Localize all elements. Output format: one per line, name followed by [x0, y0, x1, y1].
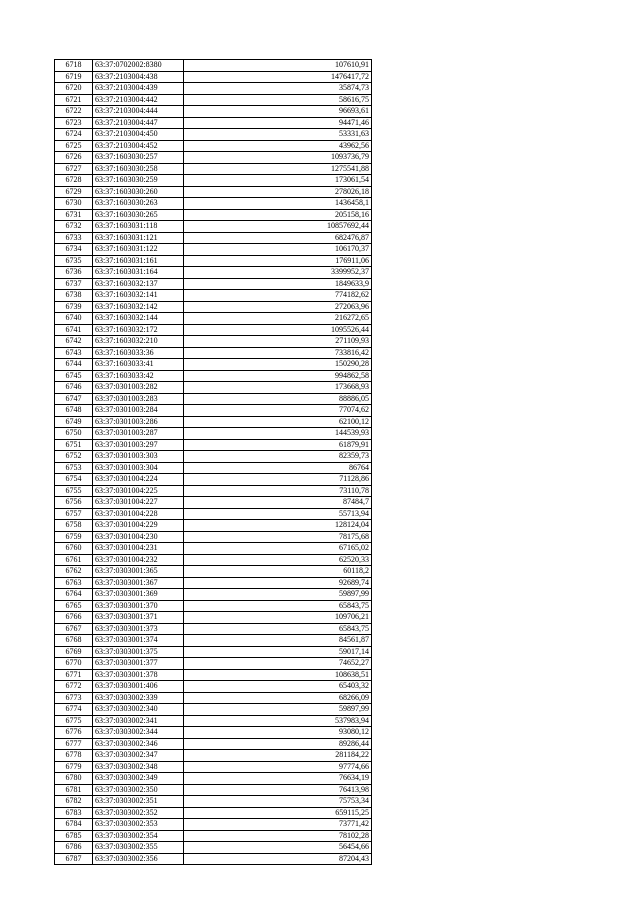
value-cell: 106170,37 — [184, 244, 372, 256]
table-row — [55, 209, 372, 221]
table-row — [55, 784, 372, 796]
row-number-cell: 6729 — [55, 186, 93, 198]
row-number-cell: 6760 — [55, 543, 93, 555]
row-number-cell: 6787 — [55, 853, 93, 865]
cadastral-number-cell: 63:37:1603031:122 — [93, 244, 184, 256]
value-cell: 216272,65 — [184, 313, 372, 325]
cadastral-number-cell: 63:37:1603032:142 — [93, 301, 184, 313]
row-number-cell: 6721 — [55, 94, 93, 106]
row-number-cell: 6741 — [55, 324, 93, 336]
table-row — [55, 117, 372, 129]
table-row — [55, 474, 372, 486]
row-number-cell: 6776 — [55, 727, 93, 739]
row-number-cell: 6738 — [55, 290, 93, 302]
cadastral-number-cell: 63:37:0303002:352 — [93, 807, 184, 819]
row-number-cell: 6744 — [55, 359, 93, 371]
cadastral-number-cell: 63:37:0303002:346 — [93, 738, 184, 750]
value-cell: 86764 — [184, 462, 372, 474]
value-cell: 278026,18 — [184, 186, 372, 198]
cadastral-number-cell: 63:37:0301003:297 — [93, 439, 184, 451]
table-row — [55, 94, 372, 106]
value-cell: 96693,61 — [184, 106, 372, 118]
row-number-cell: 6784 — [55, 819, 93, 831]
value-cell: 97774,66 — [184, 761, 372, 773]
table-row — [55, 612, 372, 624]
row-number-cell: 6778 — [55, 750, 93, 762]
value-cell: 84561,87 — [184, 635, 372, 647]
row-number-cell: 6752 — [55, 451, 93, 463]
cadastral-number-cell: 63:37:1603031:121 — [93, 232, 184, 244]
cadastral-number-cell: 63:37:0301003:287 — [93, 428, 184, 440]
row-number-cell: 6770 — [55, 658, 93, 670]
row-number-cell: 6771 — [55, 669, 93, 681]
cadastral-number-cell: 63:37:0303002:340 — [93, 704, 184, 716]
cadastral-number-cell: 63:37:1603032:172 — [93, 324, 184, 336]
value-cell: 682476,87 — [184, 232, 372, 244]
table-row — [55, 497, 372, 509]
table-row — [55, 382, 372, 394]
table-row — [55, 531, 372, 543]
value-cell: 75753,34 — [184, 796, 372, 808]
row-number-cell: 6775 — [55, 715, 93, 727]
value-cell: 107610,91 — [184, 60, 372, 72]
table-row — [55, 520, 372, 532]
table-row — [55, 715, 372, 727]
row-number-cell: 6726 — [55, 152, 93, 164]
row-number-cell: 6724 — [55, 129, 93, 141]
cadastral-number-cell: 63:37:1603032:141 — [93, 290, 184, 302]
value-cell: 62520,33 — [184, 554, 372, 566]
table-row — [55, 71, 372, 83]
cadastral-number-cell: 63:37:0303001:373 — [93, 623, 184, 635]
row-number-cell: 6774 — [55, 704, 93, 716]
cadastral-number-cell: 63:37:0301004:229 — [93, 520, 184, 532]
row-number-cell: 6772 — [55, 681, 93, 693]
table-row — [55, 727, 372, 739]
row-number-cell: 6735 — [55, 255, 93, 267]
cadastral-number-cell: 63:37:1603033:36 — [93, 347, 184, 359]
table-row — [55, 600, 372, 612]
value-cell: 774182,62 — [184, 290, 372, 302]
cadastral-number-cell: 63:37:0303001:377 — [93, 658, 184, 670]
cadastral-number-cell: 63:37:1603033:41 — [93, 359, 184, 371]
row-number-cell: 6748 — [55, 405, 93, 417]
value-cell: 73771,42 — [184, 819, 372, 831]
value-cell: 65403,32 — [184, 681, 372, 693]
value-cell: 56454,66 — [184, 842, 372, 854]
cadastral-number-cell: 63:37:0303001:374 — [93, 635, 184, 647]
table-row — [55, 577, 372, 589]
cadastral-number-cell: 63:37:1603032:137 — [93, 278, 184, 290]
cadastral-number-cell: 63:37:2103004:439 — [93, 83, 184, 95]
table-row — [55, 623, 372, 635]
cadastral-number-cell: 63:37:0303001:370 — [93, 600, 184, 612]
row-number-cell: 6732 — [55, 221, 93, 233]
cadastral-number-cell: 63:37:2103004:447 — [93, 117, 184, 129]
cadastral-number-cell: 63:37:0301003:283 — [93, 393, 184, 405]
table-row — [55, 830, 372, 842]
row-number-cell: 6757 — [55, 508, 93, 520]
table-row — [55, 635, 372, 647]
value-cell: 94471,46 — [184, 117, 372, 129]
cadastral-number-cell: 63:37:0303001:406 — [93, 681, 184, 693]
cadastral-number-cell: 63:37:0303002:339 — [93, 692, 184, 704]
cadastral-number-cell: 63:37:1603032:144 — [93, 313, 184, 325]
cadastral-number-cell: 63:37:1603030:263 — [93, 198, 184, 210]
cadastral-number-cell: 63:37:0301003:303 — [93, 451, 184, 463]
table-row — [55, 554, 372, 566]
row-number-cell: 6753 — [55, 462, 93, 474]
value-cell: 35874,73 — [184, 83, 372, 95]
row-number-cell: 6739 — [55, 301, 93, 313]
row-number-cell: 6727 — [55, 163, 93, 175]
value-cell: 65843,75 — [184, 600, 372, 612]
table-row — [55, 324, 372, 336]
cadastral-number-cell: 63:37:1603031:118 — [93, 221, 184, 233]
value-cell: 74652,27 — [184, 658, 372, 670]
table-row — [55, 750, 372, 762]
row-number-cell: 6736 — [55, 267, 93, 279]
table-row — [55, 773, 372, 785]
value-cell: 67165,02 — [184, 543, 372, 555]
cadastral-number-cell: 63:37:0301004:230 — [93, 531, 184, 543]
value-cell: 271109,93 — [184, 336, 372, 348]
value-cell: 994862,58 — [184, 370, 372, 382]
table-row — [55, 186, 372, 198]
value-cell: 144539,93 — [184, 428, 372, 440]
cadastral-number-cell: 63:37:1603030:260 — [93, 186, 184, 198]
value-cell: 92689,74 — [184, 577, 372, 589]
row-number-cell: 6750 — [55, 428, 93, 440]
table-row — [55, 313, 372, 325]
data-table — [54, 59, 372, 865]
cadastral-number-cell: 63:37:1603030:259 — [93, 175, 184, 187]
table-row — [55, 255, 372, 267]
row-number-cell: 6762 — [55, 566, 93, 578]
value-cell: 59017,14 — [184, 646, 372, 658]
row-number-cell: 6786 — [55, 842, 93, 854]
value-cell: 62100,12 — [184, 416, 372, 428]
table-row — [55, 359, 372, 371]
table-row — [55, 692, 372, 704]
row-number-cell: 6747 — [55, 393, 93, 405]
table-row — [55, 232, 372, 244]
cadastral-number-cell: 63:37:1603031:161 — [93, 255, 184, 267]
value-cell: 1849633,9 — [184, 278, 372, 290]
table-row — [55, 658, 372, 670]
cadastral-number-cell: 63:37:0301004:228 — [93, 508, 184, 520]
value-cell: 93080,12 — [184, 727, 372, 739]
value-cell: 76634,19 — [184, 773, 372, 785]
table-row — [55, 646, 372, 658]
cadastral-number-cell: 63:37:0301004:227 — [93, 497, 184, 509]
value-cell: 205158,16 — [184, 209, 372, 221]
table-row — [55, 807, 372, 819]
value-cell: 108638,51 — [184, 669, 372, 681]
table-row — [55, 485, 372, 497]
value-cell: 87204,43 — [184, 853, 372, 865]
table-row — [55, 589, 372, 601]
value-cell: 3399952,37 — [184, 267, 372, 279]
table-row — [55, 336, 372, 348]
row-number-cell: 6767 — [55, 623, 93, 635]
table-row — [55, 267, 372, 279]
value-cell: 71128,86 — [184, 474, 372, 486]
table-row — [55, 393, 372, 405]
value-cell: 1275541,88 — [184, 163, 372, 175]
row-number-cell: 6780 — [55, 773, 93, 785]
row-number-cell: 6725 — [55, 140, 93, 152]
cadastral-number-cell: 63:37:0303002:347 — [93, 750, 184, 762]
table-row — [55, 451, 372, 463]
row-number-cell: 6768 — [55, 635, 93, 647]
value-cell: 87484,7 — [184, 497, 372, 509]
value-cell: 73110,78 — [184, 485, 372, 497]
row-number-cell: 6718 — [55, 60, 93, 72]
table-row — [55, 508, 372, 520]
cadastral-number-cell: 63:37:2103004:442 — [93, 94, 184, 106]
cadastral-number-cell: 63:37:1603031:164 — [93, 267, 184, 279]
table-row — [55, 405, 372, 417]
value-cell: 1436458,1 — [184, 198, 372, 210]
cadastral-number-cell: 63:37:0303001:367 — [93, 577, 184, 589]
table-row — [55, 198, 372, 210]
row-number-cell: 6740 — [55, 313, 93, 325]
row-number-cell: 6781 — [55, 784, 93, 796]
row-number-cell: 6731 — [55, 209, 93, 221]
row-number-cell: 6783 — [55, 807, 93, 819]
value-cell: 88886,05 — [184, 393, 372, 405]
value-cell: 176911,06 — [184, 255, 372, 267]
cadastral-number-cell: 63:37:0702002:8380 — [93, 60, 184, 72]
row-number-cell: 6743 — [55, 347, 93, 359]
row-number-cell: 6777 — [55, 738, 93, 750]
row-number-cell: 6763 — [55, 577, 93, 589]
table-row — [55, 140, 372, 152]
cadastral-number-cell: 63:37:0303001:369 — [93, 589, 184, 601]
table-row — [55, 278, 372, 290]
row-number-cell: 6765 — [55, 600, 93, 612]
table-row — [55, 129, 372, 141]
cadastral-number-cell: 63:37:0303002:356 — [93, 853, 184, 865]
table-row — [55, 106, 372, 118]
table-row — [55, 152, 372, 164]
cadastral-number-cell: 63:37:0303002:353 — [93, 819, 184, 831]
value-cell: 537983,94 — [184, 715, 372, 727]
row-number-cell: 6758 — [55, 520, 93, 532]
row-number-cell: 6733 — [55, 232, 93, 244]
value-cell: 76413,98 — [184, 784, 372, 796]
value-cell: 733816,42 — [184, 347, 372, 359]
table-row — [55, 761, 372, 773]
cadastral-number-cell: 63:37:0303002:341 — [93, 715, 184, 727]
table-row — [55, 681, 372, 693]
cadastral-number-cell: 63:37:0301003:304 — [93, 462, 184, 474]
cadastral-number-cell: 63:37:1603033:42 — [93, 370, 184, 382]
value-cell: 1093736,79 — [184, 152, 372, 164]
row-number-cell: 6764 — [55, 589, 93, 601]
row-number-cell: 6761 — [55, 554, 93, 566]
cadastral-number-cell: 63:37:0303001:365 — [93, 566, 184, 578]
table-row — [55, 853, 372, 865]
table-row — [55, 738, 372, 750]
value-cell: 128124,04 — [184, 520, 372, 532]
cadastral-number-cell: 63:37:0301004:224 — [93, 474, 184, 486]
row-number-cell: 6730 — [55, 198, 93, 210]
value-cell: 109706,21 — [184, 612, 372, 624]
cadastral-number-cell: 63:37:2103004:450 — [93, 129, 184, 141]
row-number-cell: 6785 — [55, 830, 93, 842]
cadastral-number-cell: 63:37:0301004:231 — [93, 543, 184, 555]
value-cell: 173668,93 — [184, 382, 372, 394]
table-row — [55, 60, 372, 72]
row-number-cell: 6746 — [55, 382, 93, 394]
row-number-cell: 6759 — [55, 531, 93, 543]
value-cell: 173061,54 — [184, 175, 372, 187]
row-number-cell: 6737 — [55, 278, 93, 290]
value-cell: 77074,62 — [184, 405, 372, 417]
cadastral-number-cell: 63:37:1603030:258 — [93, 163, 184, 175]
value-cell: 59897,99 — [184, 589, 372, 601]
value-cell: 58616,75 — [184, 94, 372, 106]
value-cell: 65843,75 — [184, 623, 372, 635]
table-row — [55, 842, 372, 854]
cadastral-number-cell: 63:37:0301003:282 — [93, 382, 184, 394]
value-cell: 60118,2 — [184, 566, 372, 578]
table-row — [55, 347, 372, 359]
value-cell: 150290,28 — [184, 359, 372, 371]
value-cell: 78102,28 — [184, 830, 372, 842]
cadastral-number-cell: 63:37:0301004:232 — [93, 554, 184, 566]
table-row — [55, 244, 372, 256]
value-cell: 89286,44 — [184, 738, 372, 750]
table-row — [55, 163, 372, 175]
table-row — [55, 669, 372, 681]
value-cell: 68266,09 — [184, 692, 372, 704]
cadastral-number-cell: 63:37:0303001:378 — [93, 669, 184, 681]
cadastral-number-cell: 63:37:0303002:351 — [93, 796, 184, 808]
value-cell: 59897,99 — [184, 704, 372, 716]
value-cell: 82359,73 — [184, 451, 372, 463]
cadastral-number-cell: 63:37:0303002:349 — [93, 773, 184, 785]
table-row — [55, 566, 372, 578]
cadastral-number-cell: 63:37:0303002:355 — [93, 842, 184, 854]
table-row — [55, 290, 372, 302]
cadastral-number-cell: 63:37:2103004:452 — [93, 140, 184, 152]
row-number-cell: 6742 — [55, 336, 93, 348]
row-number-cell: 6779 — [55, 761, 93, 773]
cadastral-number-cell: 63:37:0301003:286 — [93, 416, 184, 428]
row-number-cell: 6745 — [55, 370, 93, 382]
value-cell: 43962,56 — [184, 140, 372, 152]
table-row — [55, 370, 372, 382]
cadastral-number-cell: 63:37:1603030:265 — [93, 209, 184, 221]
cadastral-number-cell: 63:37:2103004:438 — [93, 71, 184, 83]
table-row — [55, 819, 372, 831]
cadastral-number-cell: 63:37:0303002:350 — [93, 784, 184, 796]
cadastral-number-cell: 63:37:2103004:444 — [93, 106, 184, 118]
row-number-cell: 6755 — [55, 485, 93, 497]
cadastral-number-cell: 63:37:0303002:344 — [93, 727, 184, 739]
value-cell: 61879,91 — [184, 439, 372, 451]
table-row — [55, 428, 372, 440]
value-cell: 272063,96 — [184, 301, 372, 313]
table-row — [55, 462, 372, 474]
cadastral-number-cell: 63:37:0303002:354 — [93, 830, 184, 842]
row-number-cell: 6773 — [55, 692, 93, 704]
row-number-cell: 6720 — [55, 83, 93, 95]
table-row — [55, 796, 372, 808]
cadastral-number-cell: 63:37:1603032:210 — [93, 336, 184, 348]
cadastral-number-cell: 63:37:1603030:257 — [93, 152, 184, 164]
row-number-cell: 6766 — [55, 612, 93, 624]
row-number-cell: 6728 — [55, 175, 93, 187]
value-cell: 281184,22 — [184, 750, 372, 762]
table-row — [55, 221, 372, 233]
table-row — [55, 439, 372, 451]
table-row — [55, 543, 372, 555]
value-cell: 55713,94 — [184, 508, 372, 520]
table-row — [55, 704, 372, 716]
row-number-cell: 6769 — [55, 646, 93, 658]
value-cell: 78175,68 — [184, 531, 372, 543]
table-row — [55, 416, 372, 428]
row-number-cell: 6734 — [55, 244, 93, 256]
value-cell: 53331,63 — [184, 129, 372, 141]
value-cell: 1095526,44 — [184, 324, 372, 336]
row-number-cell: 6723 — [55, 117, 93, 129]
table-row — [55, 83, 372, 95]
row-number-cell: 6751 — [55, 439, 93, 451]
row-number-cell: 6749 — [55, 416, 93, 428]
cadastral-number-cell: 63:37:0303002:348 — [93, 761, 184, 773]
table-row — [55, 175, 372, 187]
table-body — [55, 60, 372, 865]
row-number-cell: 6756 — [55, 497, 93, 509]
value-cell: 659115,25 — [184, 807, 372, 819]
value-cell: 1476417,72 — [184, 71, 372, 83]
cadastral-number-cell: 63:37:0303001:375 — [93, 646, 184, 658]
cadastral-number-cell: 63:37:0301004:225 — [93, 485, 184, 497]
cadastral-number-cell: 63:37:0303001:371 — [93, 612, 184, 624]
cadastral-number-cell: 63:37:0301003:284 — [93, 405, 184, 417]
row-number-cell: 6754 — [55, 474, 93, 486]
row-number-cell: 6719 — [55, 71, 93, 83]
value-cell: 10857692,44 — [184, 221, 372, 233]
table-row — [55, 301, 372, 313]
row-number-cell: 6722 — [55, 106, 93, 118]
row-number-cell: 6782 — [55, 796, 93, 808]
